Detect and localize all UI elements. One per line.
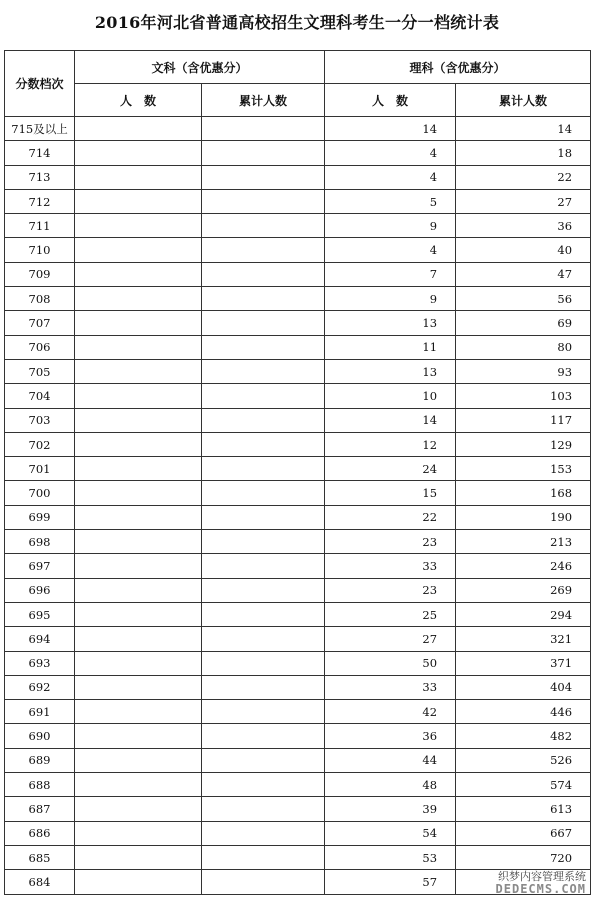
score-cell: 693 (5, 651, 75, 675)
score-cell: 713 (5, 165, 75, 189)
wenke-count-cell (75, 457, 202, 481)
like-count-cell: 4 (325, 238, 456, 262)
wenke-count-cell (75, 554, 202, 578)
like-cumulative-cell: 47 (456, 262, 591, 286)
table-row (5, 287, 591, 311)
wenke-count-cell (75, 530, 202, 554)
like-count-cell: 27 (325, 627, 456, 651)
score-cell: 689 (5, 748, 75, 772)
table-row (5, 481, 591, 505)
table-row (5, 311, 591, 335)
like-count-cell: 36 (325, 724, 456, 748)
table-row (5, 724, 591, 748)
wenke-count-cell (75, 384, 202, 408)
wenke-count-cell (75, 141, 202, 165)
wenke-cumulative-cell (202, 797, 325, 821)
wenke-cumulative-cell (202, 530, 325, 554)
wenke-cumulative-cell (202, 311, 325, 335)
wenke-cumulative-cell (202, 165, 325, 189)
score-cell: 685 (5, 845, 75, 869)
table-row (5, 675, 591, 699)
wenke-cumulative-cell (202, 214, 325, 238)
score-cell: 712 (5, 189, 75, 213)
like-count-cell: 14 (325, 408, 456, 432)
wenke-cumulative-cell (202, 457, 325, 481)
like-cumulative-cell: 269 (456, 578, 591, 602)
score-cell: 684 (5, 870, 75, 894)
table-row (5, 214, 591, 238)
wenke-count-cell (75, 773, 202, 797)
table-row (5, 554, 591, 578)
like-count-cell: 23 (325, 578, 456, 602)
wenke-cumulative-cell (202, 141, 325, 165)
wenke-cumulative-cell (202, 359, 325, 383)
wenke-count-cell (75, 335, 202, 359)
score-cell: 714 (5, 141, 75, 165)
table-row (5, 432, 591, 456)
wenke-count-cell (75, 189, 202, 213)
like-cumulative-cell: 667 (456, 821, 591, 845)
watermark (496, 871, 586, 897)
score-cell: 686 (5, 821, 75, 845)
wenke-cumulative-cell (202, 578, 325, 602)
like-count-cell: 4 (325, 141, 456, 165)
like-count-cell: 14 (325, 117, 456, 141)
like-count-cell: 7 (325, 262, 456, 286)
wenke-cumulative-header: 累计人数 (202, 84, 325, 117)
table-row (5, 651, 591, 675)
score-cell: 691 (5, 700, 75, 724)
like-count-cell: 33 (325, 675, 456, 699)
like-count-cell: 10 (325, 384, 456, 408)
table-row (5, 238, 591, 262)
wenke-cumulative-cell (202, 505, 325, 529)
wenke-count-cell (75, 311, 202, 335)
like-cumulative-cell: 613 (456, 797, 591, 821)
like-count-header: 人 数 (325, 84, 456, 117)
wenke-count-cell (75, 481, 202, 505)
like-count-cell: 53 (325, 845, 456, 869)
table-row (5, 457, 591, 481)
wenke-cumulative-cell (202, 335, 325, 359)
table-row (5, 602, 591, 626)
table-row (5, 335, 591, 359)
table-row (5, 773, 591, 797)
table-row (5, 141, 591, 165)
like-cumulative-cell: 213 (456, 530, 591, 554)
table-row (5, 189, 591, 213)
table-row (5, 748, 591, 772)
like-count-cell: 15 (325, 481, 456, 505)
score-cell: 694 (5, 627, 75, 651)
like-count-cell: 50 (325, 651, 456, 675)
header-row-sub (5, 84, 591, 117)
table-row (5, 359, 591, 383)
wenke-count-cell (75, 238, 202, 262)
like-count-cell: 13 (325, 311, 456, 335)
like-cumulative-cell: 40 (456, 238, 591, 262)
like-cumulative-cell: 80 (456, 335, 591, 359)
page-title: 2016年河北省普通高校招生文理科考生一分一档统计表 (94, 13, 500, 32)
wenke-count-cell (75, 408, 202, 432)
like-cumulative-cell: 22 (456, 165, 591, 189)
like-count-cell: 23 (325, 530, 456, 554)
like-cumulative-cell: 56 (456, 287, 591, 311)
like-cumulative-cell: 93 (456, 359, 591, 383)
table-row (5, 845, 591, 869)
table-row (5, 578, 591, 602)
wenke-cumulative-cell (202, 238, 325, 262)
score-cell: 701 (5, 457, 75, 481)
like-count-cell: 24 (325, 457, 456, 481)
wenke-count-cell (75, 748, 202, 772)
wenke-count-cell (75, 700, 202, 724)
wenke-count-cell (75, 262, 202, 286)
wenke-group-header: 文科（含优惠分） (75, 51, 325, 84)
like-count-cell: 12 (325, 432, 456, 456)
wenke-cumulative-cell (202, 287, 325, 311)
table-row (5, 117, 591, 141)
wenke-count-cell (75, 675, 202, 699)
wenke-count-cell (75, 287, 202, 311)
wenke-cumulative-cell (202, 651, 325, 675)
like-count-cell: 22 (325, 505, 456, 529)
table-row (5, 384, 591, 408)
wenke-count-cell (75, 797, 202, 821)
like-cumulative-cell: 36 (456, 214, 591, 238)
like-cumulative-cell: 190 (456, 505, 591, 529)
wenke-cumulative-cell (202, 262, 325, 286)
like-cumulative-cell: 14 (456, 117, 591, 141)
wenke-cumulative-cell (202, 627, 325, 651)
wenke-count-cell (75, 117, 202, 141)
wenke-count-cell (75, 651, 202, 675)
wenke-cumulative-cell (202, 602, 325, 626)
like-cumulative-cell: 18 (456, 141, 591, 165)
wenke-count-cell (75, 627, 202, 651)
wenke-cumulative-cell (202, 189, 325, 213)
score-cell: 704 (5, 384, 75, 408)
table-row (5, 627, 591, 651)
wenke-count-cell (75, 214, 202, 238)
score-cell: 703 (5, 408, 75, 432)
like-cumulative-cell: 574 (456, 773, 591, 797)
score-cell: 696 (5, 578, 75, 602)
score-cell: 708 (5, 287, 75, 311)
score-cell: 699 (5, 505, 75, 529)
score-cell: 698 (5, 530, 75, 554)
like-cumulative-cell: 482 (456, 724, 591, 748)
like-cumulative-cell: 371 (456, 651, 591, 675)
score-cell: 709 (5, 262, 75, 286)
like-count-cell: 44 (325, 748, 456, 772)
wenke-cumulative-cell (202, 724, 325, 748)
score-cell: 695 (5, 602, 75, 626)
watermark-text: 织梦内容管理系统 (496, 871, 586, 884)
wenke-count-cell (75, 165, 202, 189)
wenke-cumulative-cell (202, 384, 325, 408)
wenke-cumulative-cell (202, 700, 325, 724)
like-cumulative-cell: 404 (456, 675, 591, 699)
wenke-cumulative-cell (202, 481, 325, 505)
like-count-cell: 4 (325, 165, 456, 189)
score-cell: 715及以上 (5, 117, 75, 141)
table-row (5, 165, 591, 189)
like-count-cell: 25 (325, 602, 456, 626)
like-count-cell: 48 (325, 773, 456, 797)
score-cell: 687 (5, 797, 75, 821)
score-cell: 706 (5, 335, 75, 359)
table-row (5, 262, 591, 286)
wenke-count-cell (75, 870, 202, 894)
wenke-count-cell (75, 724, 202, 748)
like-count-cell: 9 (325, 287, 456, 311)
table-row (5, 797, 591, 821)
like-cumulative-cell: 720 (456, 845, 591, 869)
wenke-count-cell (75, 505, 202, 529)
wenke-cumulative-cell (202, 408, 325, 432)
score-column-header: 分数档次 (5, 51, 75, 117)
like-cumulative-cell: 321 (456, 627, 591, 651)
score-cell: 697 (5, 554, 75, 578)
like-cumulative-cell: 294 (456, 602, 591, 626)
table-row (5, 505, 591, 529)
table-row (5, 408, 591, 432)
score-cell: 692 (5, 675, 75, 699)
like-count-cell: 5 (325, 189, 456, 213)
table-header (5, 51, 591, 117)
wenke-count-cell (75, 821, 202, 845)
table-row (5, 530, 591, 554)
watermark-domain: DEDECMS.COM (495, 882, 586, 897)
like-count-cell: 33 (325, 554, 456, 578)
like-cumulative-cell: 27 (456, 189, 591, 213)
like-cumulative-cell: 69 (456, 311, 591, 335)
wenke-cumulative-cell (202, 845, 325, 869)
wenke-cumulative-cell (202, 117, 325, 141)
like-cumulative-header: 累计人数 (456, 84, 591, 117)
like-cumulative-cell: 446 (456, 700, 591, 724)
like-group-header: 理科（含优惠分） (325, 51, 591, 84)
wenke-count-cell (75, 359, 202, 383)
like-count-cell: 9 (325, 214, 456, 238)
wenke-cumulative-cell (202, 773, 325, 797)
like-cumulative-cell: 117 (456, 408, 591, 432)
score-cell: 711 (5, 214, 75, 238)
table-body (5, 117, 591, 895)
wenke-count-cell (75, 432, 202, 456)
like-cumulative-cell: 168 (456, 481, 591, 505)
score-cell: 690 (5, 724, 75, 748)
like-count-cell: 54 (325, 821, 456, 845)
like-count-cell: 11 (325, 335, 456, 359)
score-cell: 707 (5, 311, 75, 335)
like-count-cell: 39 (325, 797, 456, 821)
like-cumulative-cell: 103 (456, 384, 591, 408)
wenke-count-cell (75, 578, 202, 602)
like-cumulative-cell: 129 (456, 432, 591, 456)
header-row-top (5, 51, 591, 84)
wenke-cumulative-cell (202, 432, 325, 456)
wenke-cumulative-cell (202, 870, 325, 894)
like-cumulative-cell: 526 (456, 748, 591, 772)
table-row (5, 821, 591, 845)
score-cell: 705 (5, 359, 75, 383)
score-distribution-table (4, 50, 591, 895)
score-cell: 710 (5, 238, 75, 262)
wenke-cumulative-cell (202, 554, 325, 578)
score-cell: 688 (5, 773, 75, 797)
wenke-cumulative-cell (202, 748, 325, 772)
like-cumulative-cell: 153 (456, 457, 591, 481)
score-cell: 702 (5, 432, 75, 456)
like-cumulative-cell: 246 (456, 554, 591, 578)
like-count-cell: 57 (325, 870, 456, 894)
score-cell: 700 (5, 481, 75, 505)
wenke-count-cell (75, 602, 202, 626)
like-count-cell: 13 (325, 359, 456, 383)
wenke-count-header: 人 数 (75, 84, 202, 117)
table-row (5, 700, 591, 724)
wenke-cumulative-cell (202, 675, 325, 699)
wenke-cumulative-cell (202, 821, 325, 845)
like-count-cell: 42 (325, 700, 456, 724)
wenke-count-cell (75, 845, 202, 869)
